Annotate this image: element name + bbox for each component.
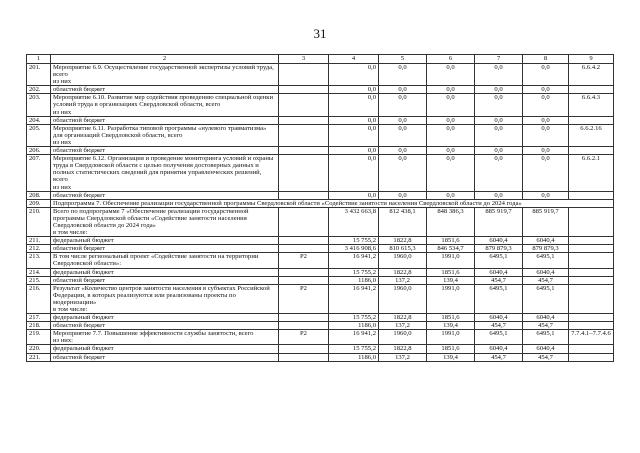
row-name-text: областной бюджет	[53, 276, 106, 284]
year-value-cell: 846 534,7	[427, 245, 475, 253]
year-value-cell: 0,0	[475, 155, 523, 191]
header-cell: 3	[279, 55, 329, 64]
row-subnote-text: в том числе:	[53, 306, 88, 313]
row-name-cell	[51, 276, 279, 284]
year-value-cell: 454,7	[475, 276, 523, 284]
row-number-cell: 208.	[27, 191, 51, 199]
row-number-cell: 213.	[27, 253, 51, 268]
year-value-cell: 0,0	[379, 64, 427, 86]
target-ref-cell	[569, 276, 614, 284]
table-row	[27, 245, 614, 253]
year-value-cell: 1960,0	[379, 330, 427, 345]
header-cell: 8	[523, 55, 569, 64]
row-name-text: Мероприятие 6.9. Осуществление государственной экспертизы условий труда, всего	[53, 64, 274, 79]
source-code-cell	[279, 237, 329, 245]
year-value-cell: 0,0	[523, 64, 569, 86]
table-row	[27, 345, 614, 353]
row-number-cell: 215.	[27, 276, 51, 284]
year-value-cell: 6040,4	[475, 345, 523, 353]
year-value-cell: 0,0	[427, 147, 475, 155]
row-name-text: Мероприятие 7.7. Повышение эффективности службы занятости, всего	[53, 330, 254, 338]
table-row	[27, 314, 614, 322]
row-number-cell: 219.	[27, 330, 51, 345]
row-name-text: В том числе региональный проект «Содействие занятости на территории Свердловской области»:	[53, 253, 259, 268]
row-name-text: Мероприятие 6.10. Развитие мер содействия проведению специальной оценки условий труда в организациях Свердловской области, всего	[53, 94, 274, 109]
year-value-cell: 454,7	[475, 322, 523, 330]
source-code-cell: Р2	[279, 284, 329, 313]
row-number-cell: 220.	[27, 345, 51, 353]
year-value-cell: 0,0	[523, 86, 569, 94]
year-value-cell: 6040,4	[475, 268, 523, 276]
row-number-cell: 216.	[27, 284, 51, 313]
year-value-cell: 6495,1	[523, 253, 569, 268]
row-number-cell: 211.	[27, 237, 51, 245]
table-row	[27, 353, 614, 361]
total-cell: 16 941,2	[329, 284, 379, 313]
year-value-cell: 0,0	[475, 86, 523, 94]
row-subnote-text: из них:	[53, 337, 73, 345]
target-ref-cell	[569, 345, 614, 353]
year-value-cell: 6040,4	[523, 345, 569, 353]
table-row	[27, 237, 614, 245]
row-name-cell	[51, 314, 279, 322]
year-value-cell: 139,4	[427, 276, 475, 284]
year-value-cell: 454,7	[523, 276, 569, 284]
total-cell: 0,0	[329, 155, 379, 191]
row-name-text: Всего по подпрограмме 7 «Обеспечение реализации государственной программы Свердловской области «Содействие занятости населения Свердловской области до 2024 года»	[53, 207, 249, 229]
row-name-text: областной бюджет	[53, 322, 106, 330]
source-code-cell	[279, 147, 329, 155]
row-subnote-text: в том числе:	[53, 229, 88, 237]
total-cell: 16 941,2	[329, 330, 379, 345]
year-value-cell: 0,0	[475, 116, 523, 124]
year-value-cell: 1991,0	[427, 284, 475, 313]
source-code-cell	[279, 322, 329, 330]
year-value-cell: 6040,4	[523, 314, 569, 322]
year-value-cell: 0,0	[427, 86, 475, 94]
target-ref-cell	[569, 147, 614, 155]
subprogram-title-cell: Подпрограмма 7. Обеспечение реализации государственной программы Свердловской области «Содействие занятости населения Свердловской области до 2024 года»	[51, 199, 614, 207]
row-name-text: Мероприятие 6.12. Организация и проведение мониторинга условий и охраны труда в Свердловской области с целью получения достоверных данных и полных статистических сведений для принятия управленческих решений, всего	[53, 155, 274, 184]
table-row	[27, 276, 614, 284]
table-row	[27, 94, 614, 116]
row-number-cell: 206.	[27, 147, 51, 155]
table-row	[27, 64, 614, 86]
row-subnote-text: из них	[53, 138, 72, 146]
source-code-cell	[279, 124, 329, 146]
row-number-cell: 207.	[27, 155, 51, 191]
row-subnote-text: из них	[53, 108, 72, 116]
row-name-cell	[51, 237, 279, 245]
year-value-cell: 6495,1	[475, 330, 523, 345]
table-row	[27, 322, 614, 330]
total-cell: 0,0	[329, 94, 379, 116]
year-value-cell: 1822,8	[379, 314, 427, 322]
row-name-cell	[51, 353, 279, 361]
header-cell: 7	[475, 55, 523, 64]
year-value-cell: 0,0	[523, 155, 569, 191]
source-code-cell	[279, 86, 329, 94]
table-row	[27, 253, 614, 268]
year-value-cell: 879 879,3	[523, 245, 569, 253]
table-row	[27, 191, 614, 199]
year-value-cell: 0,0	[475, 94, 523, 116]
row-name-cell	[51, 94, 279, 116]
source-code-cell	[279, 268, 329, 276]
table-row	[27, 199, 614, 207]
year-value-cell: 810 615,3	[379, 245, 427, 253]
row-name-text: областной бюджет	[53, 86, 106, 94]
year-value-cell: 0,0	[379, 155, 427, 191]
year-value-cell: 0,0	[427, 94, 475, 116]
header-cell: 1	[27, 55, 51, 64]
header-cell: 6	[427, 55, 475, 64]
year-value-cell: 6040,4	[523, 268, 569, 276]
year-value-cell: 1851,6	[427, 268, 475, 276]
year-value-cell: 6495,1	[523, 330, 569, 345]
target-ref-cell	[569, 314, 614, 322]
target-ref-cell: 6.6.4.2	[569, 64, 614, 86]
year-value-cell: 885 919,7	[523, 207, 569, 236]
row-number-cell: 217.	[27, 314, 51, 322]
year-value-cell: 0,0	[475, 124, 523, 146]
row-name-cell	[51, 207, 279, 236]
row-number-cell: 201.	[27, 64, 51, 86]
target-ref-cell: 6.6.2.16	[569, 124, 614, 146]
row-number-cell: 218.	[27, 322, 51, 330]
row-name-text: областной бюджет	[53, 353, 106, 361]
year-value-cell: 0,0	[427, 191, 475, 199]
year-value-cell: 6495,1	[523, 284, 569, 313]
year-value-cell: 879 879,3	[475, 245, 523, 253]
year-value-cell: 137,2	[379, 276, 427, 284]
total-cell: 3 416 908,6	[329, 245, 379, 253]
source-code-cell	[279, 64, 329, 86]
table-row	[27, 116, 614, 124]
row-name-cell	[51, 64, 279, 86]
table-row	[27, 330, 614, 345]
target-ref-cell	[569, 322, 614, 330]
total-cell: 16 941,2	[329, 253, 379, 268]
year-value-cell: 0,0	[523, 124, 569, 146]
year-value-cell: 0,0	[475, 64, 523, 86]
row-name-cell	[51, 253, 279, 268]
source-code-cell	[279, 353, 329, 361]
page-number: 31	[313, 26, 327, 41]
row-number-cell: 202.	[27, 86, 51, 94]
target-ref-cell: 7.7.4.1–7.7.4.6	[569, 330, 614, 345]
total-cell: 0,0	[329, 86, 379, 94]
year-value-cell: 1991,0	[427, 330, 475, 345]
year-value-cell: 0,0	[427, 64, 475, 86]
budget-table	[26, 54, 614, 362]
year-value-cell: 0,0	[475, 147, 523, 155]
table-row	[27, 147, 614, 155]
table-header-row	[27, 55, 614, 64]
year-value-cell: 0,0	[379, 147, 427, 155]
row-name-text: областной бюджет	[53, 191, 106, 199]
row-number-cell: 204.	[27, 116, 51, 124]
total-cell: 15 755,2	[329, 237, 379, 245]
target-ref-cell	[569, 237, 614, 245]
target-ref-cell	[569, 86, 614, 94]
row-number-cell: 212.	[27, 245, 51, 253]
row-subnote-text: из них	[53, 78, 72, 86]
row-name-text: федеральный бюджет	[53, 268, 114, 276]
year-value-cell: 0,0	[475, 191, 523, 199]
row-name-cell	[51, 330, 279, 345]
row-name-text: областной бюджет	[53, 116, 106, 124]
year-value-cell: 0,0	[379, 86, 427, 94]
target-ref-cell	[569, 245, 614, 253]
table-row	[27, 268, 614, 276]
total-cell: 1186,0	[329, 322, 379, 330]
source-code-cell	[279, 155, 329, 191]
year-value-cell: 6495,1	[475, 284, 523, 313]
row-name-cell	[51, 268, 279, 276]
source-code-cell	[279, 276, 329, 284]
row-name-text: Мероприятие 6.11. Разработка типовой программы «нулевого травматизма» для организаций Свердловской области, всего	[53, 124, 267, 139]
year-value-cell: 1851,6	[427, 237, 475, 245]
total-cell: 15 755,2	[329, 314, 379, 322]
row-name-cell	[51, 345, 279, 353]
target-ref-cell	[569, 253, 614, 268]
total-cell: 1186,0	[329, 276, 379, 284]
source-code-cell	[279, 191, 329, 199]
year-value-cell: 0,0	[523, 94, 569, 116]
year-value-cell: 6040,4	[475, 237, 523, 245]
year-value-cell: 0,0	[523, 116, 569, 124]
year-value-cell: 0,0	[379, 94, 427, 116]
total-cell: 0,0	[329, 124, 379, 146]
row-number-cell: 221.	[27, 353, 51, 361]
source-code-cell	[279, 245, 329, 253]
target-ref-cell	[569, 191, 614, 199]
row-name-cell	[51, 284, 279, 313]
row-number-cell: 210.	[27, 207, 51, 236]
source-code-cell	[279, 207, 329, 236]
source-code-cell	[279, 314, 329, 322]
year-value-cell: 1960,0	[379, 284, 427, 313]
total-cell: 15 755,2	[329, 345, 379, 353]
year-value-cell: 454,7	[523, 322, 569, 330]
row-number-cell: 214.	[27, 268, 51, 276]
row-name-cell	[51, 245, 279, 253]
header-cell: 9	[569, 55, 614, 64]
year-value-cell: 1822,8	[379, 237, 427, 245]
year-value-cell: 1851,6	[427, 345, 475, 353]
row-name-cell	[51, 191, 279, 199]
row-name-text: областной бюджет	[53, 245, 106, 253]
row-name-cell	[51, 86, 279, 94]
table-row	[27, 284, 614, 313]
year-value-cell: 6495,1	[475, 253, 523, 268]
year-value-cell: 1851,6	[427, 314, 475, 322]
table-row	[27, 86, 614, 94]
target-ref-cell	[569, 116, 614, 124]
year-value-cell: 1822,8	[379, 345, 427, 353]
row-name-cell	[51, 124, 279, 146]
row-subnote-text: из них	[53, 183, 72, 191]
year-value-cell: 1991,0	[427, 253, 475, 268]
source-code-cell	[279, 116, 329, 124]
source-code-cell	[279, 345, 329, 353]
target-ref-cell	[569, 284, 614, 313]
year-value-cell: 137,2	[379, 353, 427, 361]
row-number-cell: 203.	[27, 94, 51, 116]
target-ref-cell: 6.6.2.1	[569, 155, 614, 191]
year-value-cell: 0,0	[379, 124, 427, 146]
year-value-cell: 1960,0	[379, 253, 427, 268]
year-value-cell: 137,2	[379, 322, 427, 330]
row-name-cell	[51, 147, 279, 155]
header-cell: 5	[379, 55, 427, 64]
year-value-cell: 0,0	[379, 191, 427, 199]
row-name-text: областной бюджет	[53, 147, 106, 155]
year-value-cell: 139,4	[427, 353, 475, 361]
target-ref-cell	[569, 268, 614, 276]
total-cell: 3 432 663,8	[329, 207, 379, 236]
row-number-cell: 205.	[27, 124, 51, 146]
year-value-cell: 0,0	[523, 147, 569, 155]
table-row	[27, 207, 614, 236]
table-row	[27, 155, 614, 191]
row-name-cell	[51, 155, 279, 191]
row-name-text: федеральный бюджет	[53, 237, 114, 245]
year-value-cell: 0,0	[379, 116, 427, 124]
year-value-cell: 0,0	[427, 155, 475, 191]
year-value-cell: 454,7	[475, 353, 523, 361]
year-value-cell: 139,4	[427, 322, 475, 330]
year-value-cell: 454,7	[523, 353, 569, 361]
row-name-text: федеральный бюджет	[53, 345, 114, 353]
row-name-text: федеральный бюджет	[53, 314, 114, 322]
year-value-cell: 1822,8	[379, 268, 427, 276]
year-value-cell: 812 438,1	[379, 207, 427, 236]
row-number-cell: 209.	[27, 199, 51, 207]
year-value-cell: 6040,4	[523, 237, 569, 245]
total-cell: 0,0	[329, 116, 379, 124]
target-ref-cell: 6.6.4.3	[569, 94, 614, 116]
header-cell: 2	[51, 55, 279, 64]
target-ref-cell	[569, 207, 614, 236]
row-name-cell	[51, 322, 279, 330]
target-ref-cell	[569, 353, 614, 361]
header-cell: 4	[329, 55, 379, 64]
total-cell: 0,0	[329, 147, 379, 155]
year-value-cell: 6040,4	[475, 314, 523, 322]
source-code-cell: Р2	[279, 330, 329, 345]
row-name-text: Результат «Количество центров занятости населения в субъектах Российской Федерации, в которых реализуются или реализованы проекты по модернизации»	[53, 284, 270, 306]
total-cell: 0,0	[329, 191, 379, 199]
year-value-cell: 0,0	[427, 116, 475, 124]
source-code-cell: Р2	[279, 253, 329, 268]
total-cell: 0,0	[329, 64, 379, 86]
year-value-cell: 885 919,7	[475, 207, 523, 236]
year-value-cell: 0,0	[427, 124, 475, 146]
total-cell: 1186,0	[329, 353, 379, 361]
year-value-cell: 0,0	[523, 191, 569, 199]
row-name-cell	[51, 116, 279, 124]
source-code-cell	[279, 94, 329, 116]
year-value-cell: 848 386,3	[427, 207, 475, 236]
total-cell: 15 755,2	[329, 268, 379, 276]
table-row	[27, 124, 614, 146]
